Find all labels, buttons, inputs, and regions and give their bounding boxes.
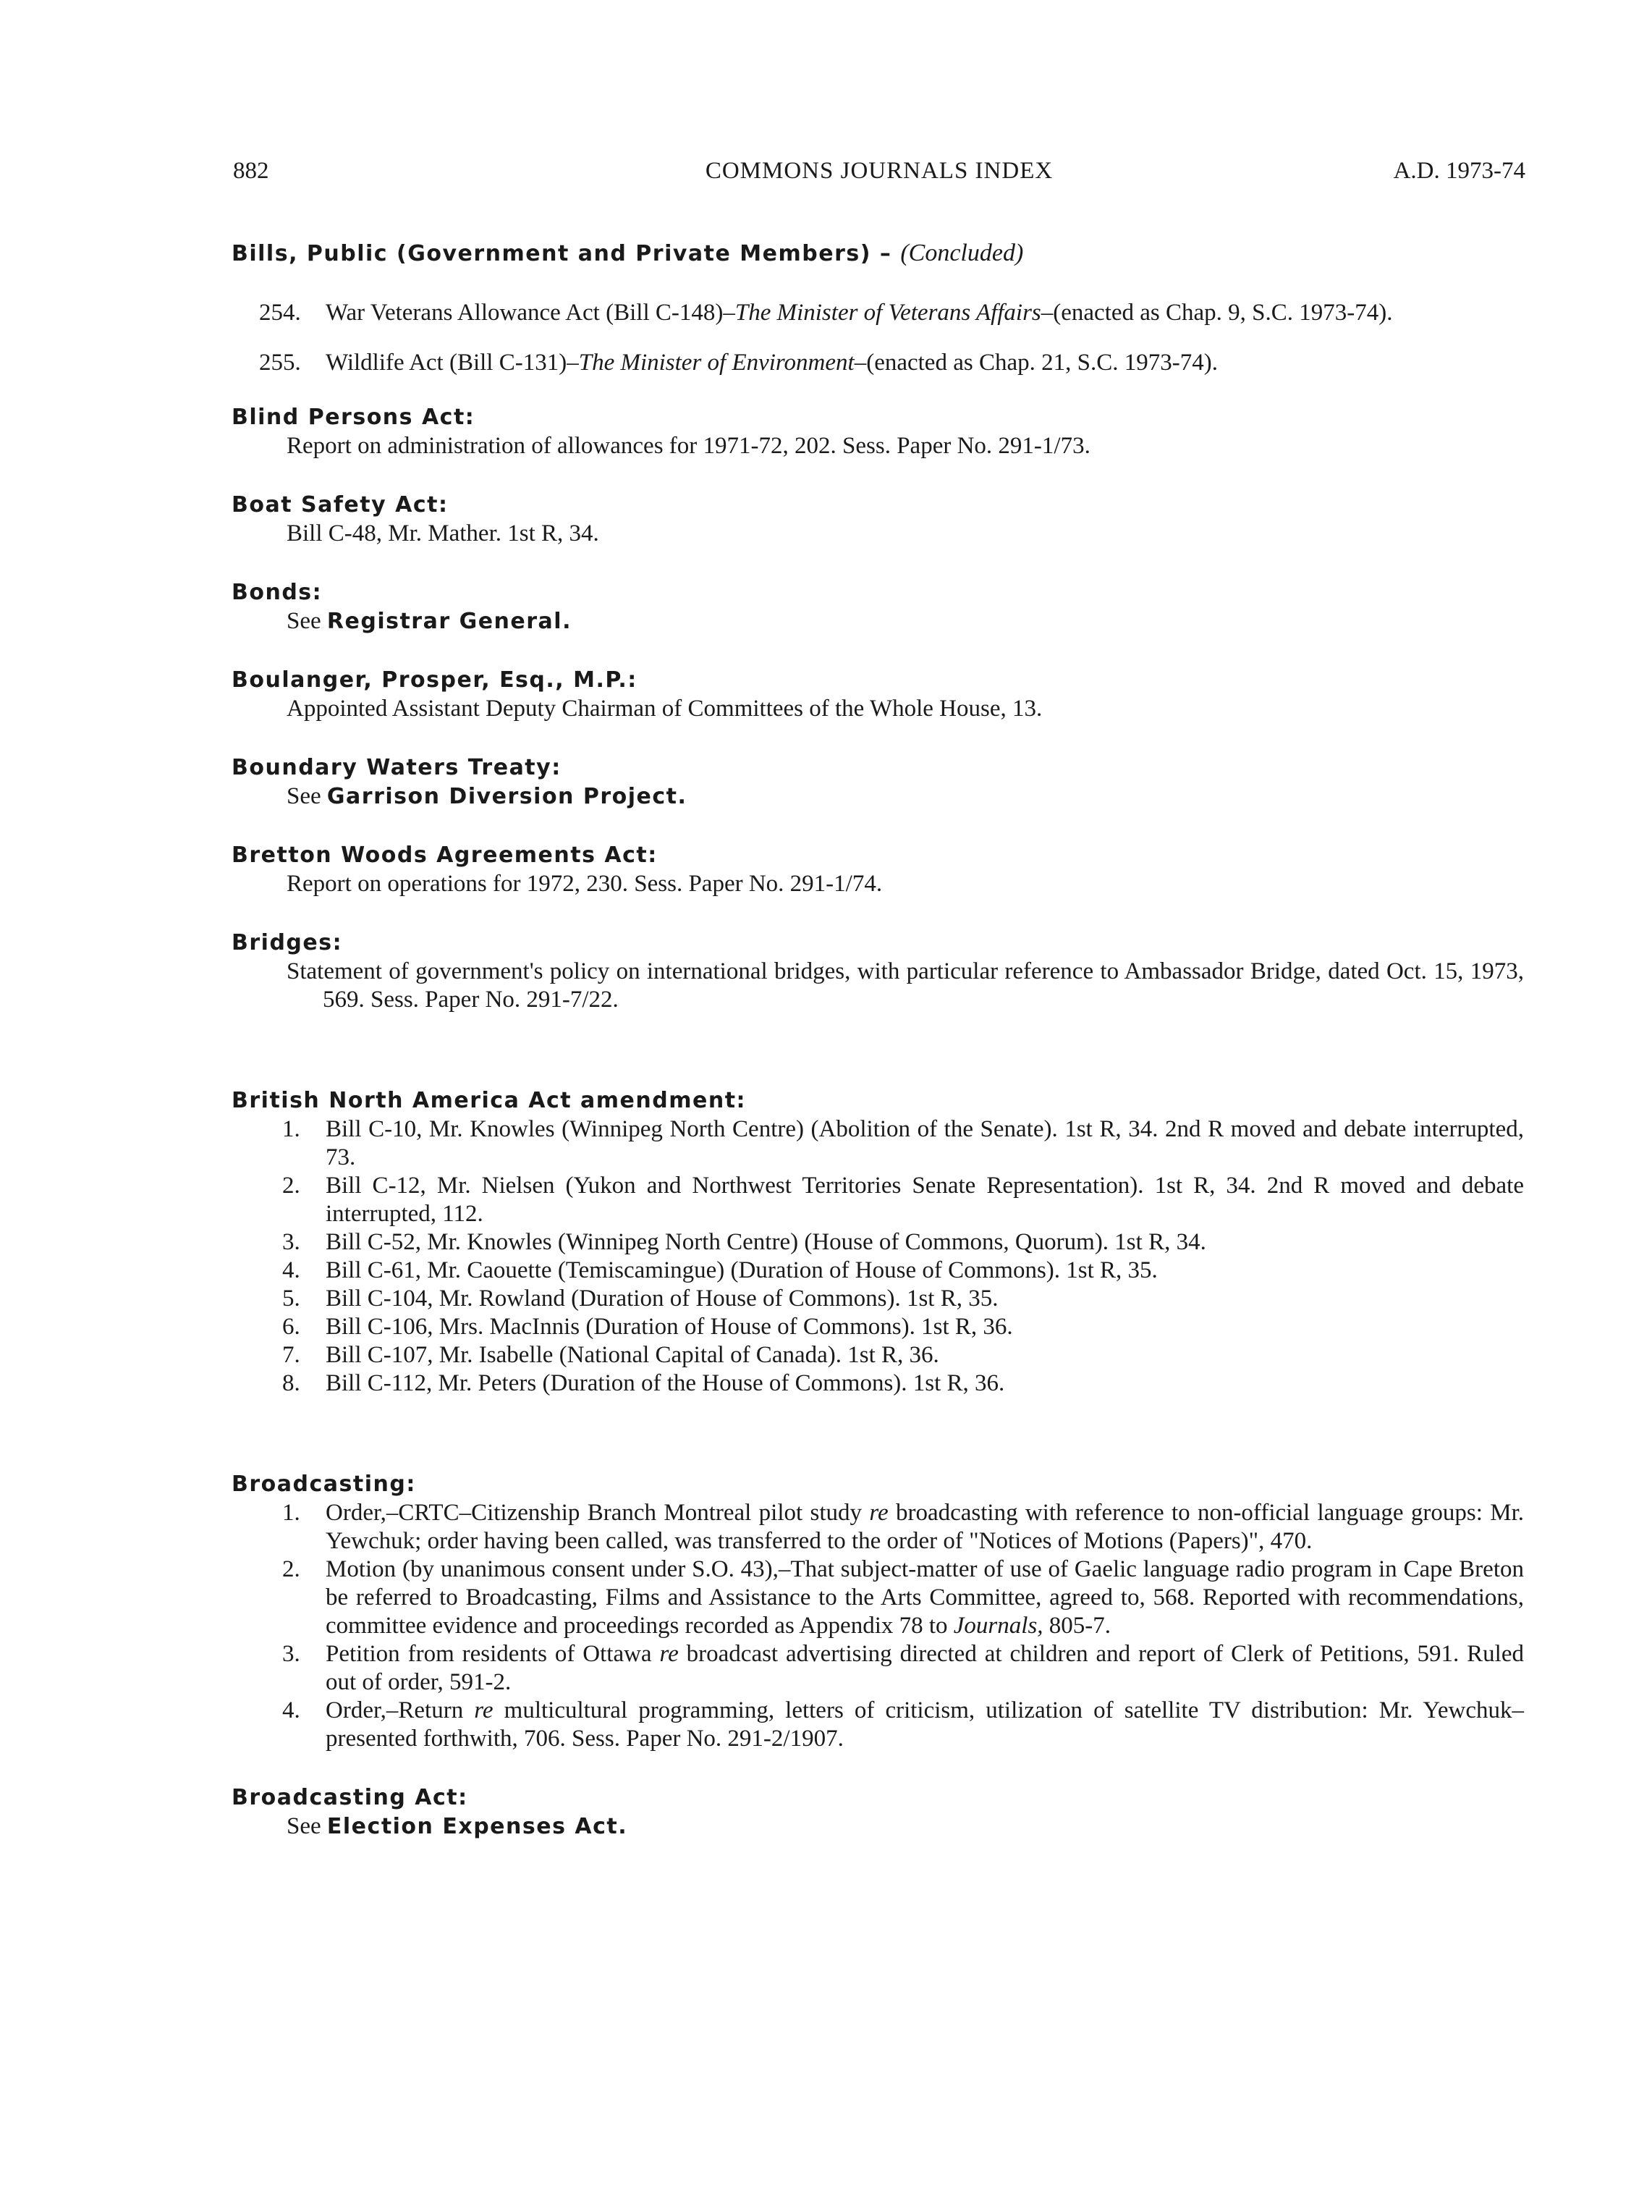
item-text: Bill C-104, Mr. Rowland (Duration of House of Commons). 1st R, 35. [326, 1286, 999, 1312]
list-item [232, 1228, 1524, 1257]
list-item [232, 1555, 1524, 1640]
entry-heading: Boulanger, Prosper, Esq., M.P.: [232, 667, 637, 693]
cross-reference [232, 607, 1524, 636]
item-number: 4. [282, 1697, 300, 1723]
bill-title: Wildlife Act (Bill C-131)– [326, 350, 579, 376]
entry-blind-persons-act [232, 403, 1524, 460]
item-text-italic: re [869, 1500, 889, 1526]
item-text: Bill C-112, Mr. Peters (Duration of the House of Commons). 1st R, 36. [326, 1370, 1005, 1396]
heading-text: Bills, Public (Government and Private Members) – [232, 241, 892, 266]
item-text: Bill C-107, Mr. Isabelle (National Capital of Canada). 1st R, 36. [326, 1342, 939, 1368]
entry-body [232, 958, 1524, 1014]
list-item [232, 1341, 1524, 1369]
entry-heading: British North America Act amendment: [232, 1088, 747, 1113]
entry-heading: Broadcasting: [232, 1472, 416, 1497]
heading-note: (Concluded) [900, 240, 1024, 266]
item-text: Bill C-12, Mr. Nielsen (Yukon and Northwest Territories Senate Representation). 1st R, 34. 2nd R moved and debate interrupted, 112. [326, 1173, 1524, 1227]
broadcasting-list [232, 1499, 1524, 1753]
bill-minister: The Minister of Environment [578, 350, 855, 376]
bill-number: 254. [259, 300, 301, 326]
list-item [232, 1369, 1524, 1398]
list-item [232, 1640, 1524, 1697]
item-text: Bill C-10, Mr. Knowles (Winnipeg North Centre) (Abolition of the Senate). 1st R, 34. 2nd R moved and debate interrupted, 73. [326, 1116, 1524, 1170]
item-text: Order,–CRTC–Citizenship Branch Montreal pilot study [326, 1500, 870, 1526]
entry-boulanger [232, 666, 1524, 723]
item-number: 3. [282, 1641, 300, 1667]
item-text-italic: Journals, [953, 1613, 1043, 1639]
see-target[interactable]: Registrar General. [326, 609, 572, 634]
bill-status: –(enacted as Chap. 9, S.C. 1973-74). [1041, 300, 1393, 326]
bill-minister: The Minister of Veterans Affairs [734, 300, 1041, 326]
bill-status: –(enacted as Chap. 21, S.C. 1973-74). [854, 350, 1218, 376]
entry-bills-public [232, 239, 1524, 377]
entry-broadcasting-act [232, 1783, 1524, 1841]
list-item [232, 1697, 1524, 1753]
list-item [232, 1285, 1524, 1313]
list-item [232, 1172, 1524, 1228]
item-number: 1. [282, 1500, 300, 1526]
entry-text: Bill C-48, Mr. Mather. 1st R, 34. [287, 520, 599, 546]
item-number: 4. [282, 1257, 300, 1283]
entry-heading [232, 239, 1524, 269]
item-text-italic: re [474, 1697, 494, 1723]
see-target[interactable]: Garrison Diversion Project. [326, 784, 687, 809]
item-text: Bill C-52, Mr. Knowles (Winnipeg North Centre) (House of Commons, Quorum). 1st R, 34. [326, 1229, 1206, 1255]
entry-text: Appointed Assistant Deputy Chairman of Committees of the Whole House, 13. [287, 696, 1043, 722]
entry-heading: Bretton Woods Agreements Act: [232, 843, 658, 868]
see-target[interactable]: Election Expenses Act. [326, 1814, 628, 1839]
list-item [232, 1115, 1524, 1172]
entry-heading: Bridges: [232, 930, 343, 955]
entry-text: Report on operations for 1972, 230. Sess. Paper No. 291-1/74. [287, 871, 883, 897]
item-text: 805-7. [1043, 1613, 1111, 1639]
entry-heading: Blind Persons Act: [232, 405, 475, 430]
cross-reference [232, 782, 1524, 811]
bill-item [232, 299, 1524, 327]
entry-text: Report on administration of allowances for 1971-72, 202. Sess. Paper No. 291-1/73. [287, 433, 1090, 459]
item-text: Order,–Return [326, 1697, 475, 1723]
entry-heading: Bonds: [232, 580, 323, 605]
running-title: COMMONS JOURNALS INDEX [705, 158, 1054, 184]
item-text: Bill C-61, Mr. Caouette (Temiscamingue) (Duration of House of Commons). 1st R, 35. [326, 1257, 1158, 1283]
entry-heading: Broadcasting Act: [232, 1785, 468, 1810]
list-item [232, 1313, 1524, 1341]
item-number: 5. [282, 1286, 300, 1312]
item-text: broadcast advertising directed at children and report of Clerk of Petitions, 591. Ruled out of order, 591-2. [326, 1641, 1524, 1695]
entry-boundary-waters-treaty [232, 753, 1524, 811]
item-text: Petition from residents of Ottawa [326, 1641, 660, 1667]
see-label: See [287, 1813, 321, 1839]
item-number: 1. [282, 1116, 300, 1142]
list-item [232, 1499, 1524, 1555]
index-body [232, 239, 1524, 1871]
item-text-italic: re [659, 1641, 679, 1667]
item-number: 8. [282, 1370, 300, 1396]
entry-heading: Boat Safety Act: [232, 492, 449, 518]
item-number: 2. [282, 1556, 300, 1582]
item-number: 6. [282, 1314, 300, 1340]
see-label: See [287, 783, 321, 809]
entry-bna-act [232, 1086, 1524, 1398]
item-number: 2. [282, 1173, 300, 1199]
session-year: A.D. 1973-74 [1393, 158, 1525, 184]
item-text: Motion (by unanimous consent under S.O. 43),–That subject-matter of use of Gaelic language radio program in Cape Breton be referred to Broadcasting, Films and Assistance to the Arts Committee, agreed to, 568. Reported with recommendations, committee evidence and proceedings recorded as Appendix 78 to [326, 1556, 1524, 1639]
item-text: multicultural programming, letters of criticism, utilization of satellite TV distribution: Mr. Yewchuk–presented forthwith, 706. Sess. Paper No. 291-2/1907. [326, 1697, 1525, 1752]
entry-bonds [232, 578, 1524, 636]
entry-heading: Boundary Waters Treaty: [232, 755, 562, 780]
bill-item [232, 349, 1524, 377]
bill-title: War Veterans Allowance Act (Bill C-148)– [326, 300, 735, 326]
entry-broadcasting [232, 1470, 1524, 1753]
bill-number: 255. [259, 350, 301, 376]
item-number: 7. [282, 1342, 300, 1368]
list-item [232, 1257, 1524, 1285]
page-number: 882 [233, 158, 269, 184]
see-label: See [287, 608, 321, 634]
page-header [233, 158, 1525, 194]
item-text: broadcasting with reference to non-official language groups: Mr. Yewchuk; order having been called, was transferred to the order of "Notices of Motions (Papers)", 470. [326, 1500, 1524, 1554]
entry-text: Statement of government's policy on international bridges, with particular reference to Ambassador Bridge, dated Oct. 15, 1973, 569. Sess. Paper No. 291-7/22. [287, 958, 1524, 1013]
bna-bill-list [232, 1115, 1524, 1398]
entry-boat-safety-act [232, 491, 1524, 548]
item-text: Bill C-106, Mrs. MacInnis (Duration of House of Commons). 1st R, 36. [326, 1314, 1013, 1340]
cross-reference [232, 1812, 1524, 1841]
entry-bridges [232, 929, 1524, 1014]
entry-bretton-woods [232, 841, 1524, 898]
item-number: 3. [282, 1229, 300, 1255]
